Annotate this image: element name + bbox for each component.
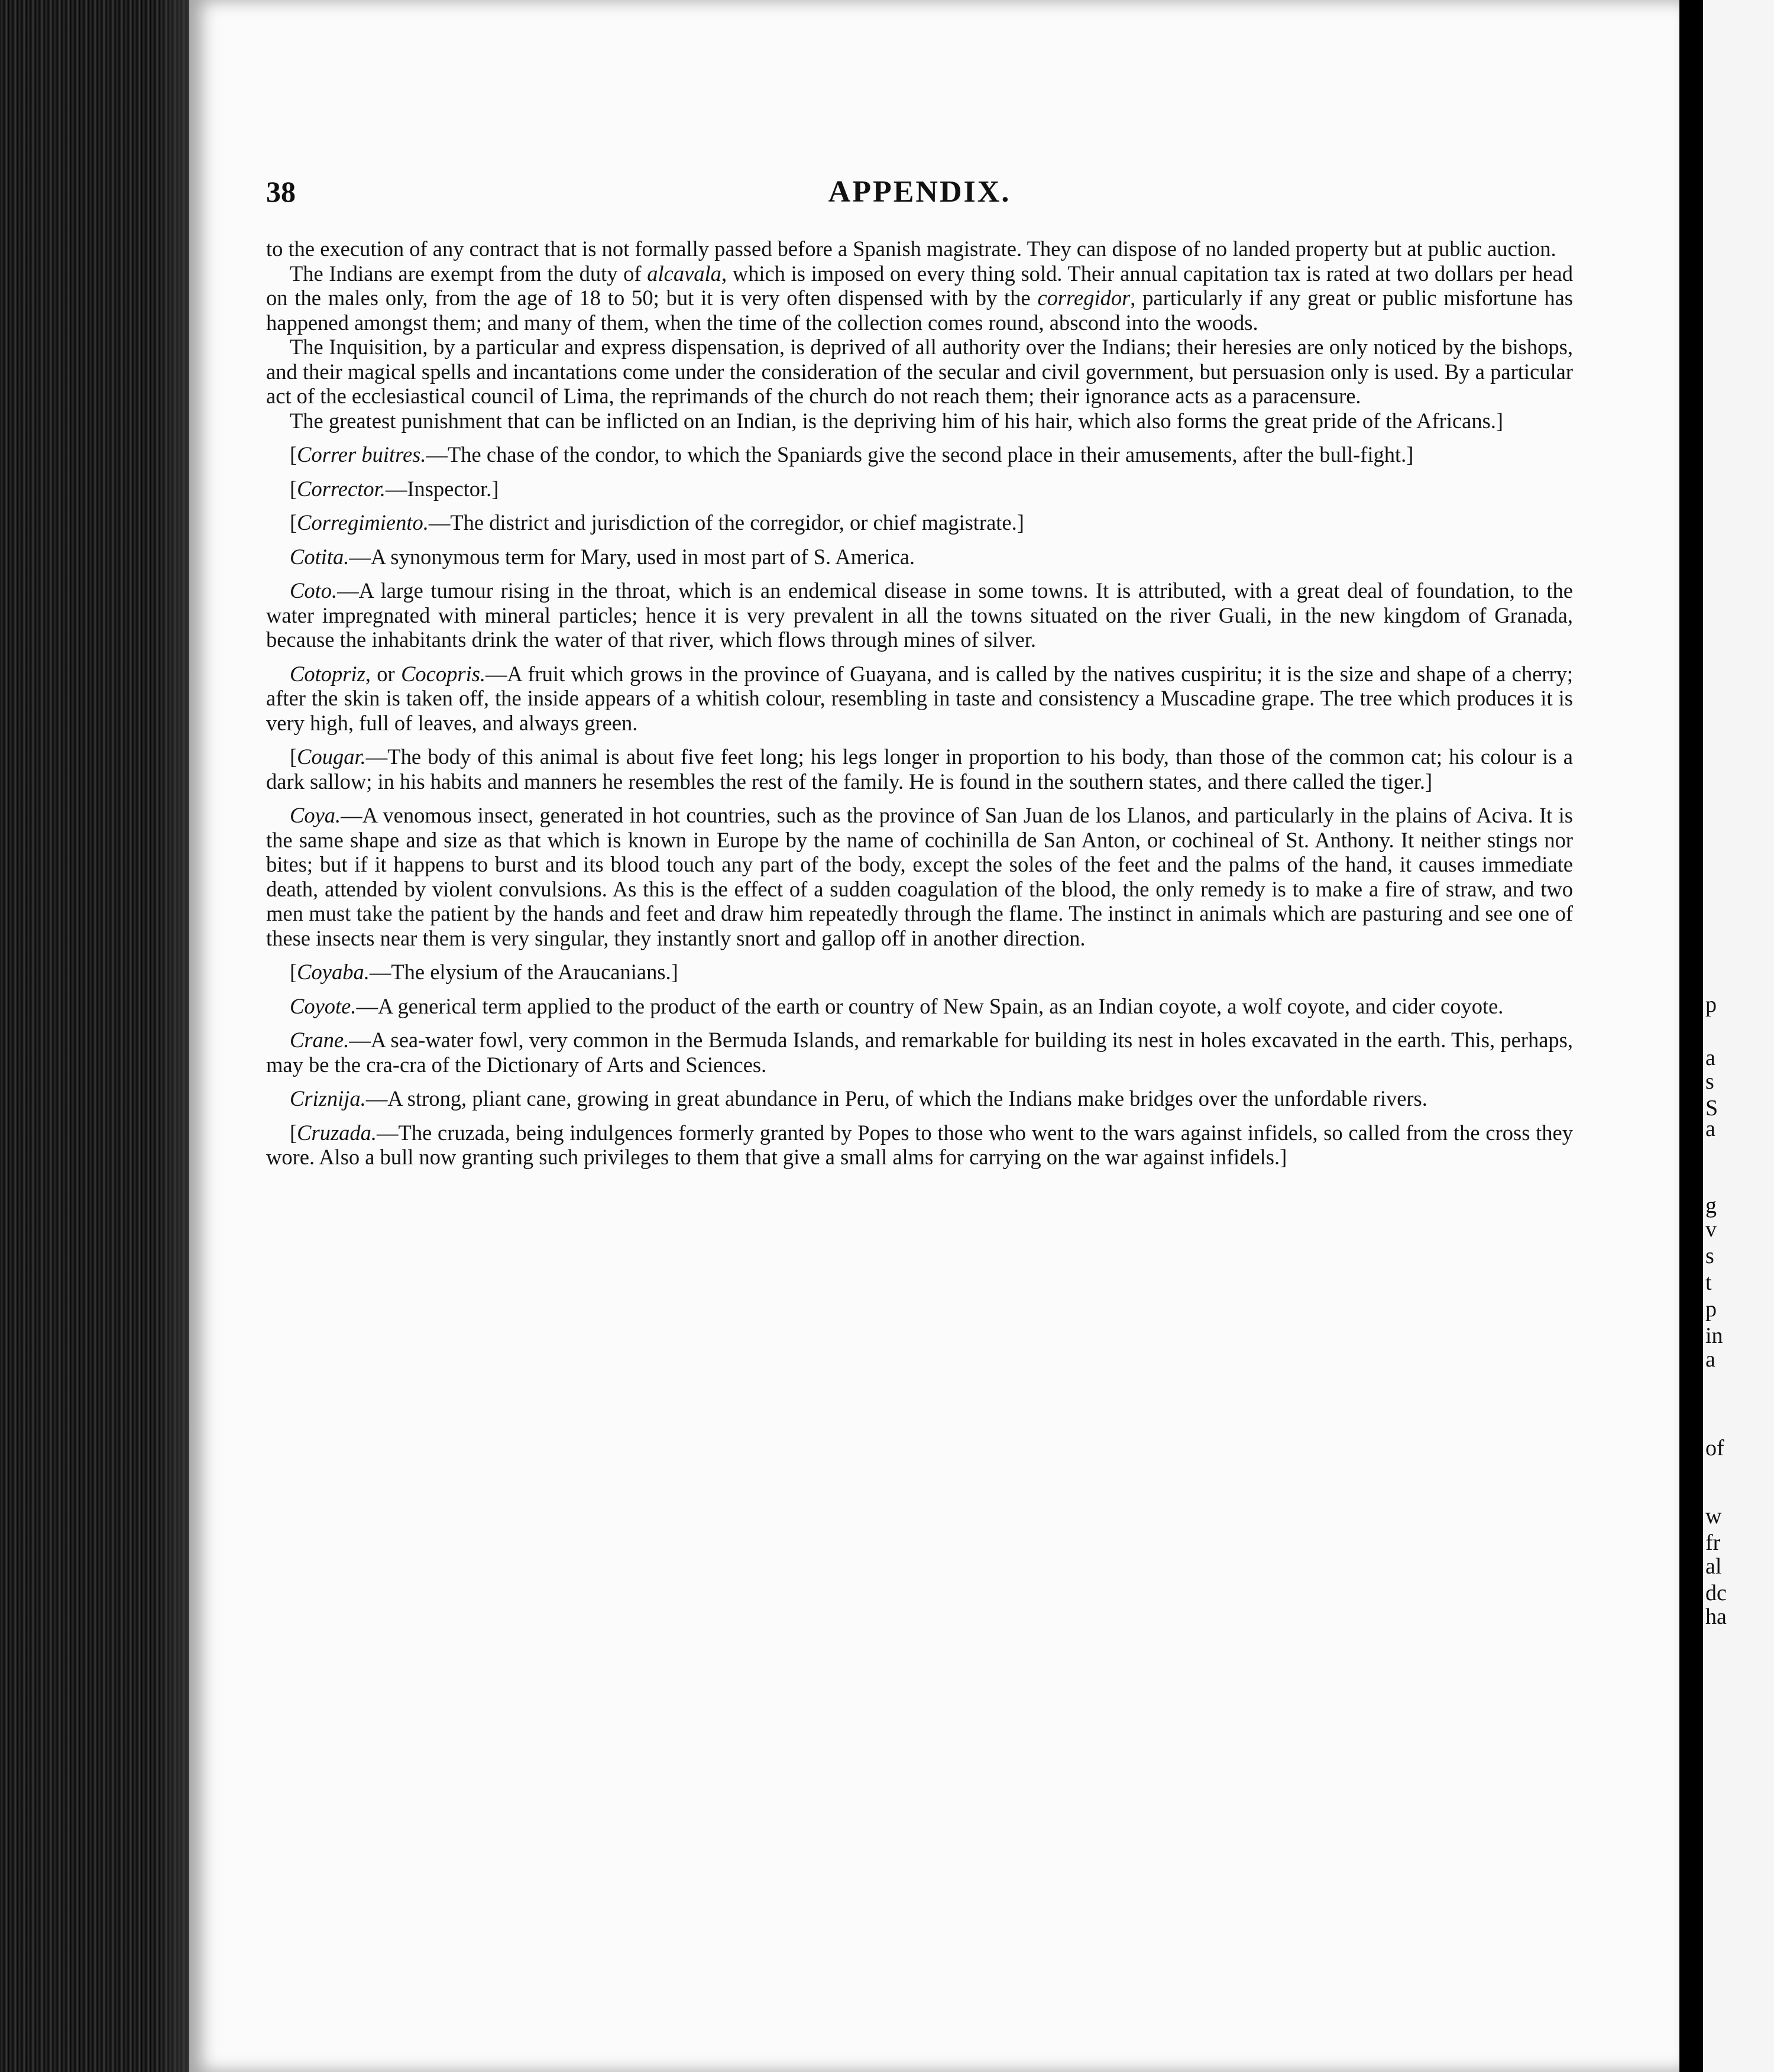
facing-page-fragment: p [1705, 992, 1717, 1017]
glossary-entry [266, 744, 1573, 794]
facing-page-fragment: ha [1705, 1604, 1727, 1629]
facing-page-fragment: w [1705, 1504, 1722, 1529]
entry-term: Crane. [290, 1028, 349, 1052]
glossary-entry [266, 578, 1573, 652]
glossary-entry [266, 442, 1573, 467]
entry-term: Criznija. [290, 1086, 366, 1111]
glossary-entry [266, 960, 1573, 985]
facing-page-fragment: p [1705, 1297, 1717, 1322]
page-gutter [1679, 0, 1703, 2072]
entry-definition: —The district and jurisdiction of the corregidor, or chief magistrate.] [428, 510, 1024, 535]
glossary-entry [266, 545, 1573, 569]
paragraph-punishment: The greatest punishment that can be inflicted on an Indian, is the depriving him of his hair, which also forms the great pride of the Africans.] [290, 408, 1504, 433]
entry-bracket: [ [290, 960, 297, 984]
facing-page-fragment: a [1705, 1116, 1715, 1141]
entry-term: Correr buitres. [297, 442, 426, 467]
facing-page-edge [1703, 0, 1774, 2072]
glossary-entry [266, 803, 1573, 950]
entry-definition: —The elysium of the Araucanians.] [369, 960, 678, 984]
entry-definition: —A large tumour rising in the throat, which is an endemical disease in some towns. It is attributed, with a great deal of foundation, to the water impregnated with mineral particles; hence it is very prevalent in all the towns situated on the river Guali, in the new kingdom of Granada, because the inhabitants drink the water of that river, which flows through mines of silver. [266, 578, 1573, 652]
paragraph-text: The Indians are exempt from the duty of [290, 261, 648, 286]
entry-definition: —The cruzada, being indulgences formerly granted by Popes to those who went to the wars against infidels, so called from the cross they wore. Also a bull now granting such privileges to them that give a small alms for carrying on the war against infidels.] [266, 1120, 1573, 1169]
page-header [266, 174, 1573, 222]
glossary-entry [266, 662, 1573, 736]
entry-bracket: [ [290, 510, 297, 535]
glossary-entry [266, 1028, 1573, 1077]
facing-page-fragment: a [1705, 1347, 1715, 1372]
entry-term: Corregimiento. [297, 510, 429, 535]
italic-term: alcavala [647, 261, 721, 286]
entry-bracket: [ [290, 744, 297, 769]
entry-term: Cotita. [290, 544, 349, 569]
entry-term: Coto. [290, 578, 338, 603]
facing-page-fragment: t [1705, 1270, 1712, 1295]
entry-term: Coyaba. [297, 960, 370, 984]
facing-page-fragment: g [1705, 1193, 1717, 1218]
paragraph-text: , particularly if any great or public misfortune has happened amongst them; and many of them, when the time of the collection comes round, abscond into the woods. [266, 286, 1573, 335]
facing-page-fragment: al [1705, 1554, 1722, 1579]
entry-definition: —A strong, pliant cane, growing in great abundance in Peru, of which the Indians make bridges over the unfordable rivers. [365, 1086, 1427, 1111]
entry-term: Corrector. [297, 476, 386, 501]
facing-page-fragment: in [1705, 1323, 1723, 1348]
entry-bracket: [ [290, 442, 297, 467]
entry-definition: —A venomous insect, generated in hot countries, such as the province of San Juan de los Llanos, and particularly in the plains of Aciva. It is the same shape and size as that which is known in Europe by the name of cochinilla de San Anton, or cochineal of St. Anthony. It neither stings nor bites; but if it happens to burst and its blood touch any part of the body, except the soles of the feet and the palms of the hand, it causes immediate death, attended by violent convulsions. As this is the effect of a sudden coagulation of the blood, the only remedy is to make a fire of straw, and two men must take the patient by the hands and feet and draw him repeatedly through the flame. The instinct in animals which are pasturing and see one of these insects near them is very singular, they instantly snort and gallop off in another direction. [266, 803, 1573, 950]
facing-page-fragment: s [1705, 1244, 1714, 1268]
entry-bracket: [ [290, 1120, 297, 1145]
continuation-paragraph: to the execution of any contract that is not formally passed before a Spanish magistrate. They can dispose of no landed property but at public auction. [266, 237, 1556, 261]
facing-page-fragment: fr [1705, 1530, 1721, 1555]
book-binding-edge [0, 0, 189, 2072]
facing-page-fragment: S [1705, 1096, 1718, 1121]
facing-page-fragment: dc [1705, 1581, 1727, 1605]
page-body [266, 237, 1573, 1170]
facing-page-fragment: s [1705, 1069, 1714, 1094]
entry-term-alt: Cocopris. [401, 661, 486, 686]
entry-definition: —Inspector.] [385, 476, 499, 501]
entry-definition: —The chase of the condor, to which the Spaniards give the second place in their amusements, after the bull-fight.] [426, 442, 1414, 467]
entry-definition: —A fruit which grows in the province of Guayana, and is called by the natives cuspiritu; it is the size and shape of a cherry; after the skin is taken off, the inside appears of a whitish colour, resembling in taste and consistency a Muscadine grape. The tree which produces it is very high, full of leaves, and always green. [266, 661, 1574, 735]
entry-definition: —The body of this animal is about five feet long; his legs longer in proportion to his body, than those of the common cat; his colour is a dark sallow; in his habits and manners he resembles the rest of the family. He is found in the southern states, and there called the tiger.] [266, 744, 1573, 794]
entry-term: Cotopriz, [290, 661, 371, 686]
paragraph-indian-taxes [266, 261, 1573, 335]
entry-term: Cougar. [297, 744, 366, 769]
facing-page-fragment: v [1705, 1217, 1717, 1242]
facing-page-fragment: a [1705, 1045, 1715, 1070]
entry-definition: —A sea-water fowl, very common in the Bermuda Islands, and remarkable for building its nest in holes excavated in the earth. This, perhaps, may be the cra-cra of the Dictionary of Arts and Sciences. [266, 1028, 1573, 1077]
entry-term: Coya. [290, 803, 341, 827]
entry-term: Coyote. [290, 993, 357, 1018]
glossary-entries [266, 442, 1573, 1170]
paragraph-inquisition: The Inquisition, by a particular and express dispensation, is deprived of all authority over the Indians; their heresies are only noticed by the bishops, and their magical spells and incantations come under the consideration of the secular and civil government, but persuasion only is used. By a particular act of the ecclesiastical council of Lima, the reprimands of the church do not reach them; their ignorance acts as a paracensure. [266, 335, 1573, 408]
entry-definition: —A synonymous term for Mary, used in most part of S. America. [349, 544, 915, 569]
entry-bracket: [ [290, 476, 297, 501]
running-head: APPENDIX. [828, 175, 1011, 209]
entry-connector: or [370, 661, 402, 686]
entry-definition: —A generical term applied to the product of the earth or country of New Spain, as an Indian coyote, a wolf coyote, and cider coyote. [356, 993, 1504, 1018]
glossary-entry [266, 510, 1573, 535]
glossary-entry [266, 477, 1573, 501]
italic-term: corregidor [1037, 286, 1131, 310]
glossary-entry [266, 1086, 1573, 1111]
glossary-entry [266, 1121, 1573, 1170]
page-number: 38 [266, 175, 296, 208]
facing-page-fragment: of [1705, 1436, 1724, 1461]
glossary-entry [266, 994, 1573, 1019]
entry-term: Cruzada. [297, 1120, 377, 1145]
paragraph-text: , which is imposed on every thing sold. Their annual capitation tax is rated at two dollars per head on the males only, from the age of 18 to 50; but it is very often dispensed with by the [266, 261, 1573, 310]
